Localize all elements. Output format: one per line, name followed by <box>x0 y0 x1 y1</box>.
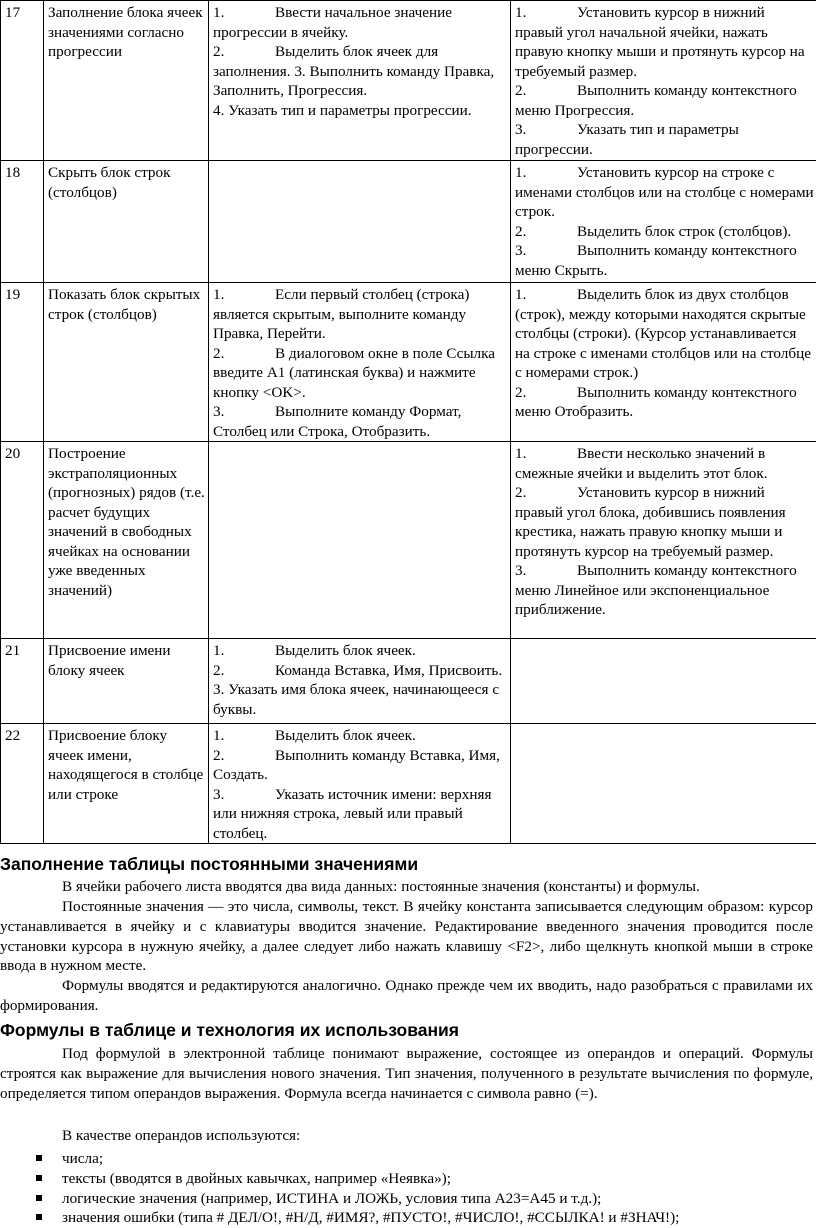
row-number-cell: 21 <box>1 639 44 724</box>
step-text: Выделить блок ячеек. <box>275 642 416 659</box>
context-menu-steps-cell <box>511 161 816 283</box>
step-number: 1. <box>515 163 577 183</box>
list-item: значения ошибки (типа # ДЕЛ/О!, #Н/Д, #ИМЯ?, #ПУСТО!, #ЧИСЛО!, #ССЫЛКА! и #ЗНАЧ!); <box>0 1208 813 1228</box>
step <box>515 222 814 242</box>
step <box>213 344 507 403</box>
list-item: тексты (вводятся в двойных кавычках, например «Неявка»); <box>0 1169 813 1189</box>
bullet-icon <box>36 1175 42 1181</box>
operation-name-cell: Присвоение блоку ячеек имени, находящегося в столбце или строке <box>44 724 209 844</box>
step <box>213 285 507 344</box>
step <box>515 285 814 383</box>
step-number: 1. <box>213 726 275 746</box>
operation-name-cell: Скрыть блок строк (столбцов) <box>44 161 209 283</box>
context-menu-steps-cell <box>511 442 816 639</box>
step <box>213 726 507 746</box>
operation-name-cell: Построение экстраполяционных (прогнозных) рядов (т.е. расчет будущих значений в свободных ячейках на основании уже введенных значений) <box>44 442 209 639</box>
step <box>213 641 507 661</box>
step <box>515 120 814 159</box>
row-number-cell: 19 <box>1 283 44 442</box>
step <box>515 561 814 620</box>
context-menu-steps-cell <box>511 639 816 724</box>
step-text: Выполнить команду Вставка, Имя, Создать. <box>213 747 500 784</box>
step <box>515 3 814 81</box>
step <box>213 402 507 441</box>
step-number: 2. <box>213 42 275 62</box>
bullet-icon <box>36 1155 42 1161</box>
step-text: Выделить блок строк (столбцов). <box>577 223 791 240</box>
menu-steps-cell <box>209 639 511 724</box>
table-row <box>1 442 816 639</box>
step-number: 3. <box>515 120 577 140</box>
step-number: 1. <box>213 641 275 661</box>
step-number: 2. <box>213 661 275 681</box>
context-menu-steps-cell <box>511 724 816 844</box>
step-number: 1. <box>515 3 577 23</box>
table-row <box>1 639 816 724</box>
table-row <box>1 283 816 442</box>
step <box>515 163 814 222</box>
paragraph: В ячейки рабочего листа вводятся два вида данных: постоянные значения (константы) и формулы. <box>0 877 813 897</box>
step-text: Установить курсор в нижний правый угол начальной ячейки, нажать правую кнопку мыши и протянуть курсор на требуемый размер. <box>515 4 805 80</box>
operation-name-cell: Заполнение блока ячеек значениями согласно прогрессии <box>44 1 209 161</box>
step-number: 3. <box>515 561 577 581</box>
step-number: 3. <box>515 241 577 261</box>
step-text: 4. Указать тип и параметры прогрессии. <box>213 102 472 119</box>
step <box>515 383 814 422</box>
step-text: Указать тип и параметры прогрессии. <box>515 121 739 158</box>
step-text: Указать источник имени: верхняя или нижняя строка, левый или правый столбец. <box>213 786 491 842</box>
step-number: 1. <box>213 285 275 305</box>
paragraph: Формулы вводятся и редактируются аналогично. Однако прежде чем их вводить, надо разобраться с правилами их формирования. <box>0 976 813 1016</box>
step-number: 1. <box>515 285 577 305</box>
menu-steps-cell <box>209 161 511 283</box>
operation-name-cell: Показать блок скрытых строк (столбцов) <box>44 283 209 442</box>
step-text: Выделить блок ячеек для заполнения. 3. Выполнить команду Правка, Заполнить, Прогрессия. <box>213 43 494 99</box>
row-number-cell: 20 <box>1 442 44 639</box>
step-text: Выполнить команду контекстного меню Линейное или экспоненциальное приближение. <box>515 562 797 618</box>
bullet-icon <box>36 1214 42 1220</box>
step-text: Выполнить команду контекстного меню Скрыть. <box>515 242 797 279</box>
paragraph: В качестве операндов используются: <box>0 1126 813 1146</box>
step <box>213 785 507 844</box>
menu-steps-cell <box>209 442 511 639</box>
section-title-constants: Заполнение таблицы постоянными значениями <box>0 853 418 875</box>
step <box>213 746 507 785</box>
step <box>515 81 814 120</box>
step-number: 2. <box>515 383 577 403</box>
operands-list <box>0 1149 813 1228</box>
step-text: В диалоговом окне в поле Ссылка введите А1 (латинская буква) и нажмите кнопку <OK>. <box>213 345 495 401</box>
row-number-cell: 17 <box>1 1 44 161</box>
row-number-cell: 18 <box>1 161 44 283</box>
table-row <box>1 1 816 161</box>
step <box>515 483 814 561</box>
step-text: Установить курсор в нижний правый угол блока, добившись появления крестика, нажать правую кнопку мыши и протянуть курсор на требуемый размер. <box>515 484 786 560</box>
bullet-icon <box>36 1195 42 1201</box>
step-number: 2. <box>515 483 577 503</box>
list-item: логические значения (например, ИСТИНА и ЛОЖЬ, условия типа А23=А45 и т.д.); <box>0 1189 813 1209</box>
step <box>213 661 507 720</box>
table-row <box>1 161 816 283</box>
list-item: числа; <box>0 1149 813 1169</box>
section-title-formulas: Формулы в таблице и технология их использования <box>0 1019 459 1041</box>
step-text: Ввести несколько значений в смежные ячейки и выделить этот блок. <box>515 445 768 482</box>
step-number: 2. <box>213 746 275 766</box>
step-number: 2. <box>515 222 577 242</box>
step <box>213 42 507 101</box>
paragraph: Постоянные значения — это числа, символы, текст. В ячейку константа записывается следующим образом: курсор устанавливается в ячейку и с клавиатуры вводится значение. Редактирование введенного значения проводится после установки курсора в нужную ячейку, а далее следует либо нажать клавишу <F2>, либо щелкнуть кнопкой мыши в строке ввода в нужном месте. <box>0 897 813 976</box>
context-menu-steps-cell <box>511 1 816 161</box>
step-number: 2. <box>213 344 275 364</box>
menu-steps-cell <box>209 1 511 161</box>
paragraph: Под формулой в электронной таблице понимают выражение, состоящее из операндов и операций. Формулы строятся как выражение для вычисления нового значения. Тип значения, полученного в результате вычисления по формуле, определяется типом операндов выражения. Формула всегда начинается с символа равно (=). <box>0 1044 813 1103</box>
step <box>213 3 507 42</box>
step-number: 1. <box>213 3 275 23</box>
step-number: 1. <box>515 444 577 464</box>
step <box>515 241 814 280</box>
operation-name-cell: Присвоение имени блоку ячеек <box>44 639 209 724</box>
context-menu-steps-cell <box>511 283 816 442</box>
step-text: Выделить блок ячеек. <box>275 727 416 744</box>
row-number-cell: 22 <box>1 724 44 844</box>
step-text: Выполнить команду контекстного меню Прогрессия. <box>515 82 797 119</box>
step-text: Ввести начальное значение прогрессии в ячейку. <box>213 4 452 41</box>
table-row <box>1 724 816 844</box>
step-text: Выделить блок из двух столбцов (строк), между которыми находятся скрытые столбцы (строки). (Курсор устанавливается на строке с именами столбцов или на столбце с номерами строк.) <box>515 286 811 381</box>
step <box>515 444 814 483</box>
menu-steps-cell <box>209 283 511 442</box>
step-number: 3. <box>213 402 275 422</box>
step-number: 3. <box>213 785 275 805</box>
step-text: Установить курсор на строке с именами столбцов или на столбце с номерами строк. <box>515 164 814 220</box>
menu-steps-cell <box>209 724 511 844</box>
step-number: 2. <box>515 81 577 101</box>
step-text: Если первый столбец (строка) является скрытым, выполните команду Правка, Перейти. <box>213 286 469 342</box>
step <box>213 101 507 121</box>
step-text: Выполните команду Формат, Столбец или Строка, Отобразить. <box>213 403 461 440</box>
step-text: Команда Вставка, Имя, Присвоить. 3. Указать имя блока ячеек, начинающееся с буквы. <box>213 662 502 718</box>
step-text: Выполнить команду контекстного меню Отобразить. <box>515 384 797 421</box>
